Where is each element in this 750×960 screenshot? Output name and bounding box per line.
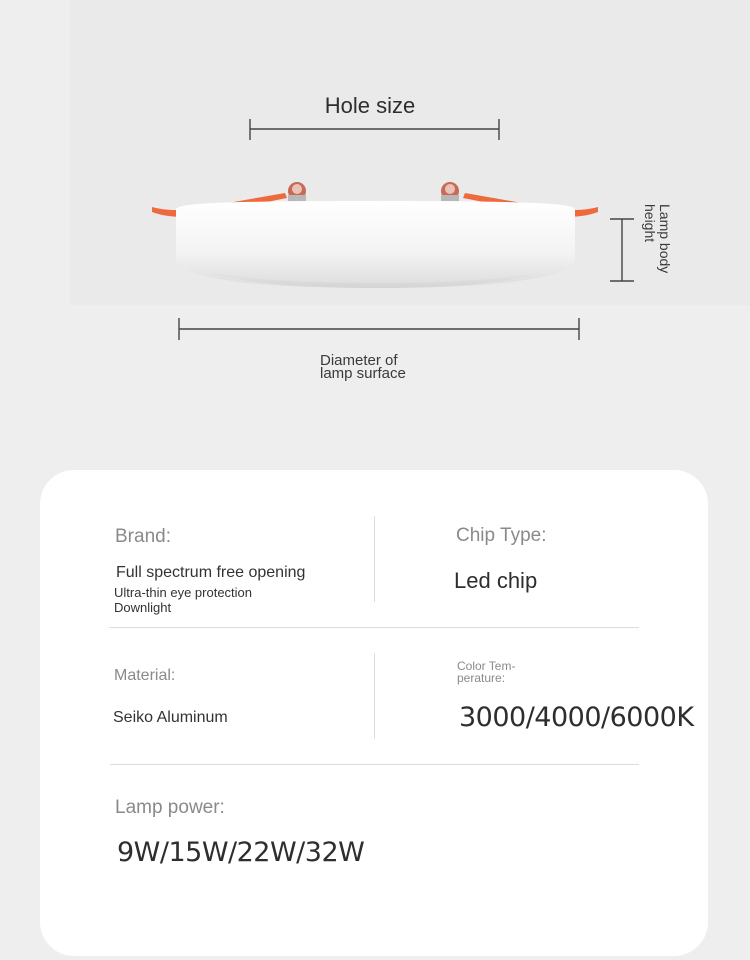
color-temperature-value: 3000/4000/6000K xyxy=(459,702,694,733)
body-height-label: Lamp body height xyxy=(642,204,673,274)
lamp-body xyxy=(176,201,575,288)
lamp-power-title: Lamp power: xyxy=(115,797,225,818)
chip-type-title: Chip Type: xyxy=(456,525,547,546)
body-height-dimension-line xyxy=(610,219,634,281)
material-value: Seiko Aluminum xyxy=(113,709,228,726)
brand-value-line1: Full spectrum free opening xyxy=(116,564,306,581)
hole-size-dimension-line xyxy=(250,119,499,140)
brand-title: Brand: xyxy=(115,526,171,547)
column-divider xyxy=(374,516,375,602)
diameter-dimension-line xyxy=(179,318,579,340)
column-divider xyxy=(374,653,375,739)
lamp-power-value: 9W/15W/22W/32W xyxy=(117,837,365,868)
spec-card xyxy=(40,470,708,956)
row-divider xyxy=(109,627,639,628)
hole-size-label: Hole size xyxy=(324,93,416,118)
lamp-dimension-diagram xyxy=(0,0,750,400)
chip-type-value: Led chip xyxy=(454,568,538,593)
brand-value-line3: Downlight xyxy=(114,600,172,615)
color-temperature-title: Color Tem- perature: xyxy=(457,659,516,685)
brand-value-line2: Ultra-thin eye protection xyxy=(114,585,253,600)
row-divider xyxy=(110,764,639,765)
diameter-label: Diameter of lamp surface xyxy=(320,352,406,382)
material-title: Material: xyxy=(114,667,176,684)
